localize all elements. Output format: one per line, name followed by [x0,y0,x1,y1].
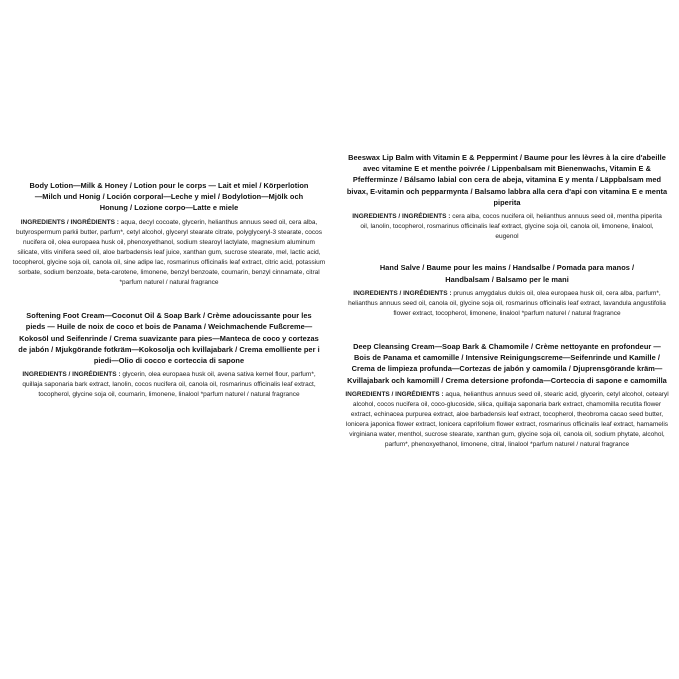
ingredients-text [340,289,674,319]
product-block-hand-salve [340,262,674,319]
ingredients-list: aqua, decyl cocoate, glycerin, helianthus annuus seed oil, cera alba, butyrospermum parkii butter, parfum*, cetyl alcohol, glyceryl stearate citrate, polyglyceryl-3 stearate, cocos nucifera oil, olea europaea husk oil, phenoxyethanol, sodium stearoyl lactylate, magnesium aluminum silicate, vitis vinifera seed oil, aloe barbadensis leaf juice, xanthan gum, sucrose stearate, mel, lactic acid, tocopherol, glycine soja oil, canola oil, sine adipe lac, rosmarinus officinalis leaf extract, citric acid, potassium sorbate, sodium benzoate, beta-carotene, limonene, benzyl benzoate, coumarin, benzyl cinnamate, citral *parfum naturel / natural fragrance [12,218,326,287]
ingredients-label: INGREDIENTS / INGRÉDIENTS : [345,390,444,398]
ingredients-label: INGREDIENTS / INGRÉDIENTS : [352,213,451,221]
product-block-foot-cream [8,310,330,400]
ingredients-text [8,370,330,400]
product-title: Deep Cleansing Cream—Soap Bark & Chamomile / Crème nettoyante en profondeur — Bois de Panama et camomille / Intensive Reinigungscreme—Seifenrinde und Kamille / Crema de limpieza profunda—Cortezas de jabón y camomila / Djuprensgörande kräm—Kvillajabark och kamomill / Crema detersione profonda—Corteccia di sapone e camomilla [347,341,667,385]
left-column [8,180,330,401]
ingredients-text [340,212,674,242]
product-block-lip-balm [340,152,674,242]
ingredients-text [340,390,674,451]
product-block-body-lotion [8,180,330,288]
ingredients-label: INGREDIENTS / INGRÉDIENTS : [22,371,121,379]
product-block-deep-cleansing-cream [340,341,674,450]
product-title: Softening Foot Cream—Coconut Oil & Soap Bark / Crème adoucissante pour les pieds — Huile de noix de coco et bois de Panama / Weichmachende Fußcreme—Kokosöl und Seifenrinde / Crema suavizante para pies—Manteca de coco y cortezas de jabón / Mjukgörande fotkräm—Kokosolja och kvillajabark / Crema emolliente per i piedi—Olio di cocco e corteccia di sapone [18,311,320,366]
ingredients-text [8,218,330,289]
ingredients-list: aqua, helianthus annuus seed oil, stearic acid, glycerin, cetyl alcohol, cetearyl alcohol, cocos nucifera oil, coco-glucoside, silica, quillaja saponaria bark extract, chamomilla recutita flower extract, echinacea purpurea extract, aloe barbadensis leaf extract, tocopherol, theobroma cacao seed butter, lonicera japonica flower extract, lonicera caprifolium flower extract, rosmarinus officinalis leaf extract, hamamelis virginiana water, menthol, sucrose stearate, xanthan gum, glycine soja oil, canola oil, sodium phytate, alcohol, parfum*, phenoxyethanol, limonene, citral, linalool *parfum naturel / natural fragrance [345,390,669,449]
ingredients-label: INGREDIENTS / INGRÉDIENTS : [20,218,119,226]
ingredients-list: glycerin, olea europaea husk oil, avena sativa kernel flour, parfum*, quillaja saponaria bark extract, lanolin, cocos nucifera oil, canola oil, rosmarinus officinalis leaf extract, tocopherol, glycine soja oil, coumarin, limonene, linalool *parfum naturel / natural fragrance [22,371,316,399]
ingredients-list: prunus amygdalus dulcis oil, olea europaea husk oil, cera alba, parfum*, helianthus annuus seed oil, canola oil, glycine soja oil, rosmarinus officinalis leaf extract, lavandula angustifolia flower extract, tocopherol, limonene, linalool *parfum naturel / natural fragrance [348,289,666,317]
product-title: Body Lotion—Milk & Honey / Lotion pour le corps — Lait et miel / Körperlotion—Milch und Honig / Loción corporal—Leche y miel / Bodylotion—Mjölk och Honung / Lozione corpo—Latte e miele [29,181,309,213]
right-column [340,152,674,450]
ingredients-list: cera alba, cocos nucifera oil, helianthus annuus seed oil, mentha piperita oil, lanolin, tocopherol, rosmarinus officinalis leaf extract, glycine soja oil, canola oil, limonene, linalool, eugenol [360,213,662,241]
product-title: Hand Salve / Baume pour les mains / Handsalbe / Pomada para manos / Handbalsam / Balsamo per le mani [379,263,635,284]
product-title: Beeswax Lip Balm with Vitamin E & Peppermint / Baume pour les lèvres à la cire d'abeille avec vitamine E et menthe poivrée / Lippenbalsam mit Bienenwachs, Vitamin E & Pfefferminze / Bálsamo labial con cera de abeja, vitamina E y menta / Läppbalsam med bivax, E-vitamin och pepparmynta / Balsamo labbra alla cera d'api con vitamina E e menta piperita [346,153,668,207]
ingredients-label: INGREDIENTS / INGRÉDIENTS : [353,289,452,297]
